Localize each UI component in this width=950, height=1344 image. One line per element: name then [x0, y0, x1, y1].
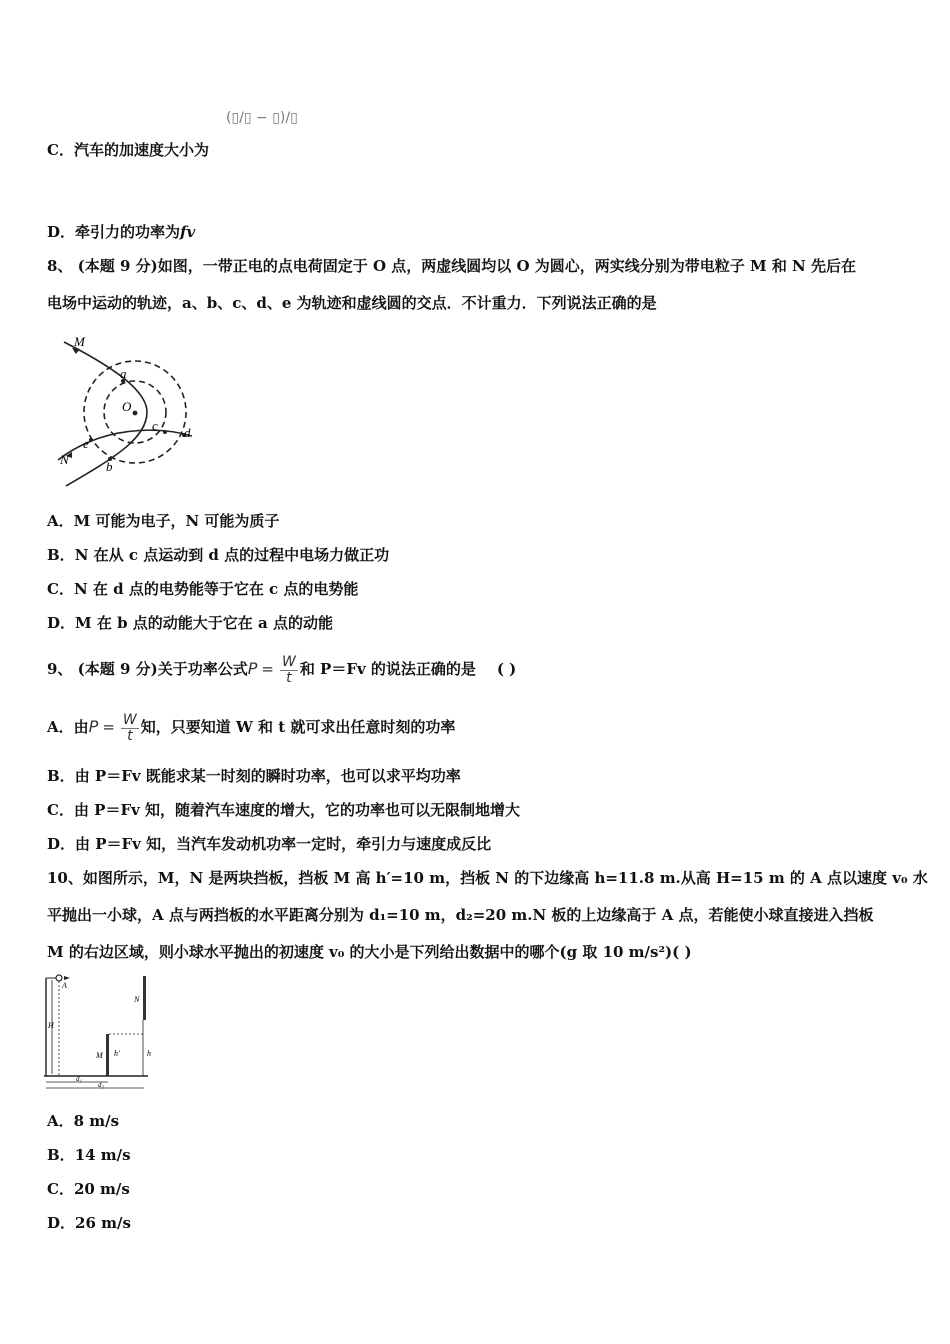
label-c: c	[152, 418, 158, 433]
q8-stem-line1: 8、 (本题 9 分)如图，一带正电的点电荷固定于 O 点，两虚线圆均以 O 为圆心，两实线分别为带电粒子 M 和 N 先后在	[47, 257, 856, 275]
label-a: a	[120, 366, 127, 381]
point-c	[163, 430, 167, 434]
label-e: e	[83, 436, 89, 451]
q7-option-d[interactable]	[47, 222, 195, 242]
q9-option-d[interactable]: D．由 P＝Fv 知，当汽车发动机功率一定时，牵引力与速度成反比	[47, 835, 492, 853]
formula-lhs: P	[88, 717, 99, 736]
q8-option-c[interactable]: C．N 在 d 点的电势能等于它在 c 点的电势能	[47, 580, 359, 598]
label-h-big: H	[48, 1021, 54, 1030]
formula-eq: =	[102, 718, 115, 736]
power-fraction: $\frac{W}{t}$	[122, 711, 137, 744]
point-o	[133, 411, 138, 416]
q10-option-c[interactable]: C．20 m/s	[47, 1180, 130, 1198]
label-n: N	[60, 452, 69, 467]
formula-eq: =	[261, 660, 274, 678]
acceleration-formula-image: (▯/▯ − ▯)/▯	[226, 110, 298, 126]
formula-lhs: P	[247, 659, 258, 678]
option-text: 牵引力的功率为	[75, 223, 181, 241]
question-number: 10、	[47, 869, 83, 887]
label-a: A	[62, 981, 67, 990]
label-b: b	[106, 459, 113, 474]
q9-option-b[interactable]: B．由 P＝Fv 既能求某一时刻的瞬时功率，也可以求平均功率	[47, 767, 461, 785]
q8-option-a[interactable]: A．M 可能为电子，N 可能为质子	[47, 512, 280, 530]
label-d2: d₂	[98, 1081, 104, 1089]
q7-option-c[interactable]	[47, 140, 209, 160]
question-number: 9、	[47, 660, 73, 678]
velocity-arrow	[64, 976, 70, 980]
trajectory-n	[58, 430, 192, 460]
board-m	[106, 1034, 109, 1076]
q10-option-a[interactable]: A．8 m/s	[47, 1112, 120, 1130]
label-o: O	[122, 399, 132, 414]
board-n	[143, 976, 146, 1020]
option-label: D．	[47, 223, 76, 241]
label-d1: d₁	[76, 1075, 82, 1083]
option-text: 汽车的加速度大小为	[73, 141, 209, 159]
label-n: N	[134, 995, 140, 1004]
q8-option-b[interactable]: B．N 在从 c 点运动到 d 点的过程中电场力做正功	[47, 546, 390, 564]
q10-stem-line2: 平抛出一小球，A 点与两挡板的水平距离分别为 d₁=10 m，d₂=20 m.N 板的上边缘高于 A 点，若能使小球直接进入挡板	[47, 906, 874, 924]
point-e	[89, 438, 93, 442]
label-h: h	[147, 1049, 151, 1058]
q10-stem-line3: M 的右边区域，则小球水平抛出的初速度 v₀ 的大小是下列给出数据中的哪个(g 取 10 m/s²)( )	[47, 943, 692, 961]
label-m: M	[74, 334, 85, 349]
option-variable: fv	[180, 223, 196, 241]
q9-stem: 9、 (本题 9 分)关于功率公式P = $\frac{W}{t}$ 和 P＝Fv 的说法正确的是 ( )	[47, 653, 517, 686]
power-fraction: $\frac{W}{t}$	[281, 653, 296, 686]
option-label: C．	[47, 141, 74, 159]
q10-stem-line1: 10、如图所示，M，N 是两块挡板，挡板 M 高 h′=10 m，挡板 N 的下边缘高 h=11.8 m.从高 H=15 m 的 A 点以速度 v₀ 水	[47, 869, 928, 887]
q10-figure	[40, 972, 162, 1090]
q8-figure	[52, 334, 212, 490]
label-m: M	[96, 1051, 103, 1060]
q10-option-b[interactable]: B．14 m/s	[47, 1146, 131, 1164]
q8-option-d[interactable]: D．M 在 b 点的动能大于它在 a 点的动能	[47, 614, 333, 632]
q10-option-d[interactable]: D．26 m/s	[47, 1214, 131, 1232]
q8-stem-line2: 电场中运动的轨迹，a、b、c、d、e 为轨迹和虚线圆的交点．不计重力．下列说法正确的是	[47, 294, 657, 312]
q9-option-c[interactable]: C．由 P＝Fv 知，随着汽车速度的增大，它的功率也可以无限制地增大	[47, 801, 521, 819]
label-h-prime: h′	[114, 1049, 120, 1058]
answer-paren: ( )	[496, 660, 517, 678]
q9-option-a[interactable]: A．由P = $\frac{W}{t}$ 知，只要知道 W 和 t 就可求出任意时刻的功率	[47, 711, 456, 744]
label-d: d	[184, 425, 191, 440]
question-number: 8、	[47, 257, 73, 275]
